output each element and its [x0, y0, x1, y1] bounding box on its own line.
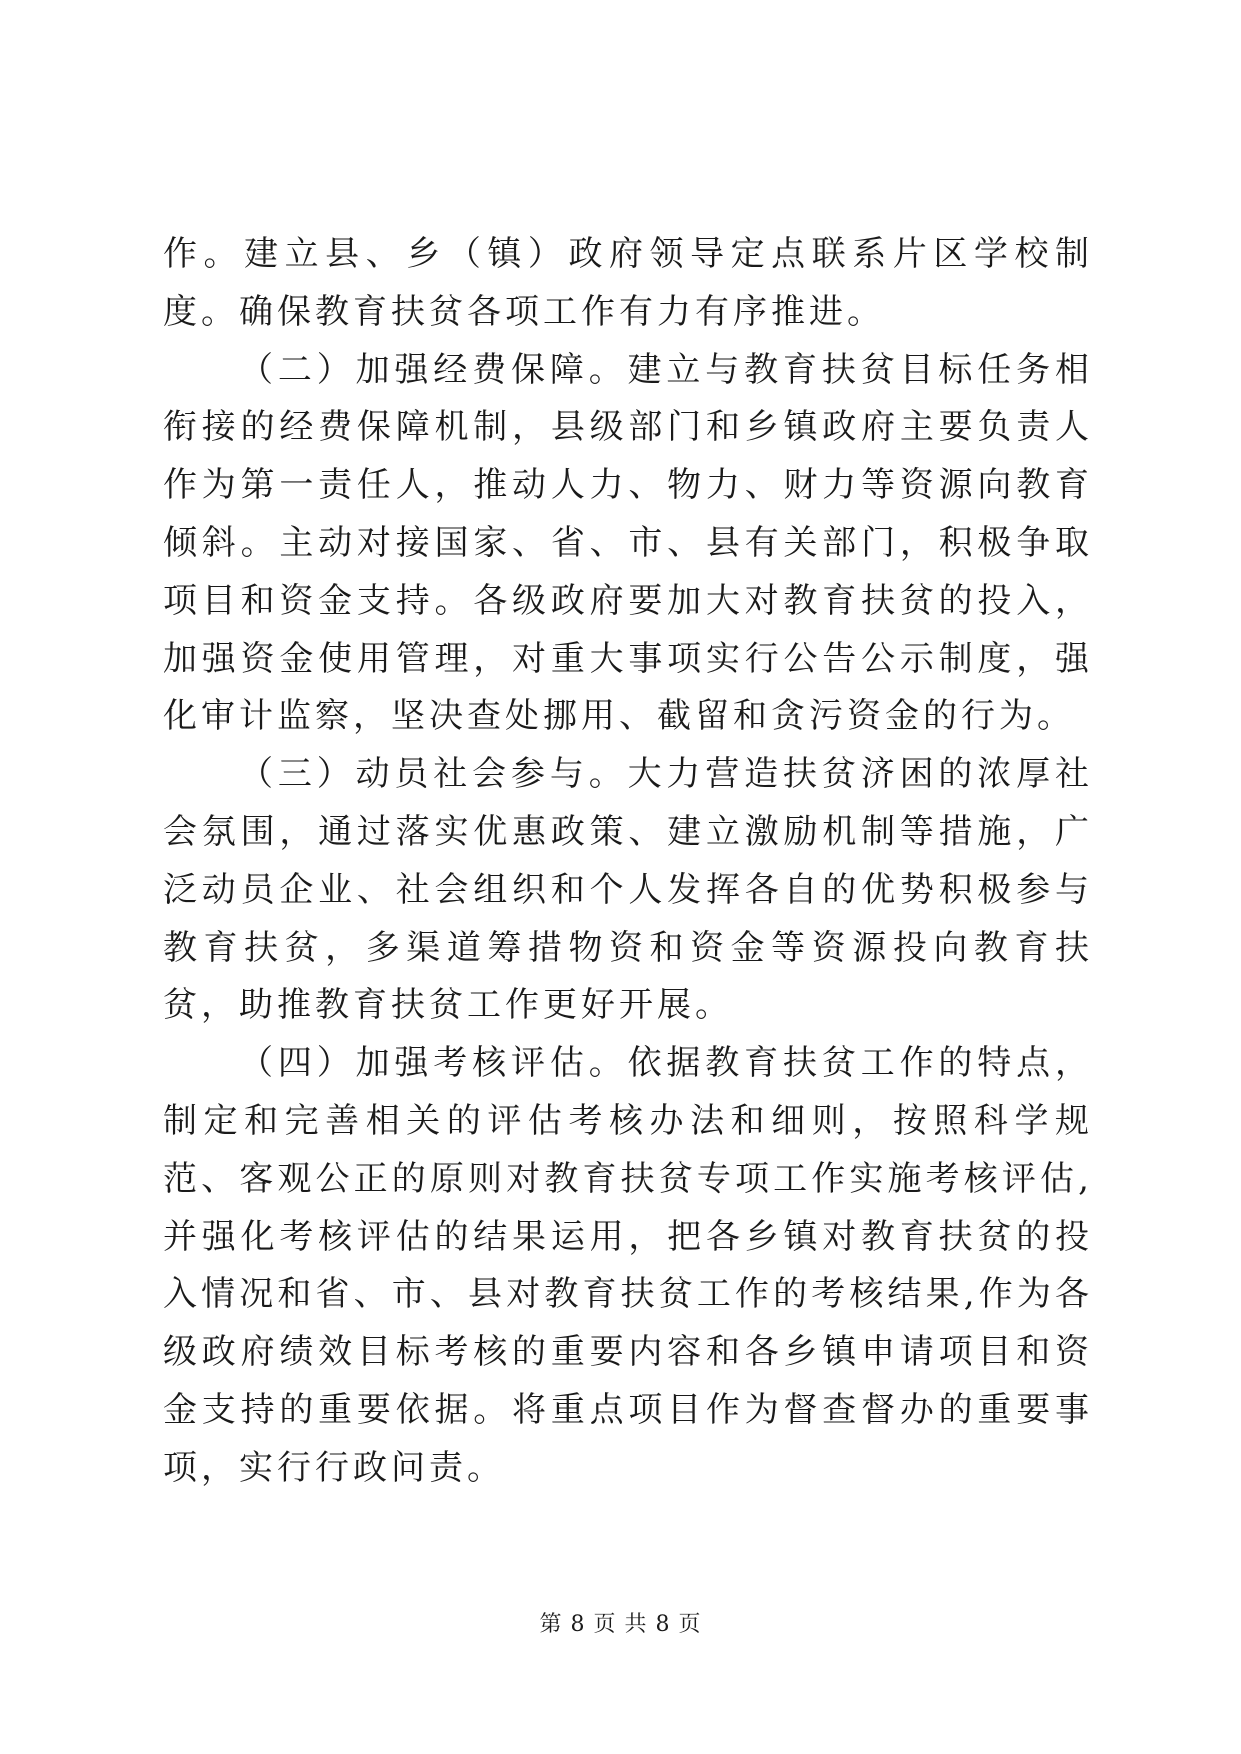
paragraph-continuation: 作。建立县、乡（镇）政府领导定点联系片区学校制度。确保教育扶贫各项工作有力有序推进。 [163, 234, 1093, 332]
paragraph-social-participation: （三）动员社会参与。大力营造扶贫济困的浓厚社会氛围，通过落实优惠政策、建立激励机制等措施，广泛动员企业、社会组织和个人发挥各自的优势积极参与教育扶贫，多渠道筹措物资和资金等资源投向教育扶贫，助推教育扶贫工作更好开展。 [163, 754, 1093, 1026]
page-footer: 第 8 页 共 8 页 [539, 1612, 702, 1637]
paragraph-funding-guarantee: （二）加强经费保障。建立与教育扶贫目标任务相衔接的经费保障机制，县级部门和乡镇政府主要负责人作为第一责任人，推动人力、物力、财力等资源向教育倾斜。主动对接国家、省、市、县有关部门，积极争取项目和资金支持。各级政府要加大对教育扶贫的投入，加强资金使用管理，对重大事项实行公告公示制度，强化审计监察，坚决查处挪用、截留和贪污资金的行为。 [163, 349, 1093, 737]
document-body [163, 226, 1093, 1498]
paragraph-assessment: （四）加强考核评估。依据教育扶贫工作的特点，制定和完善相关的评估考核办法和细则，按照科学规范、客观公正的原则对教育扶贫专项工作实施考核评估,并强化考核评估的结果运用，把各乡镇对教育扶贫的投入情况和省、市、县对教育扶贫工作的考核结果,作为各级政府绩效目标考核的重要内容和各乡镇申请项目和资金支持的重要依据。将重点项目作为督查督办的重要事项，实行行政问责。 [163, 1043, 1093, 1488]
